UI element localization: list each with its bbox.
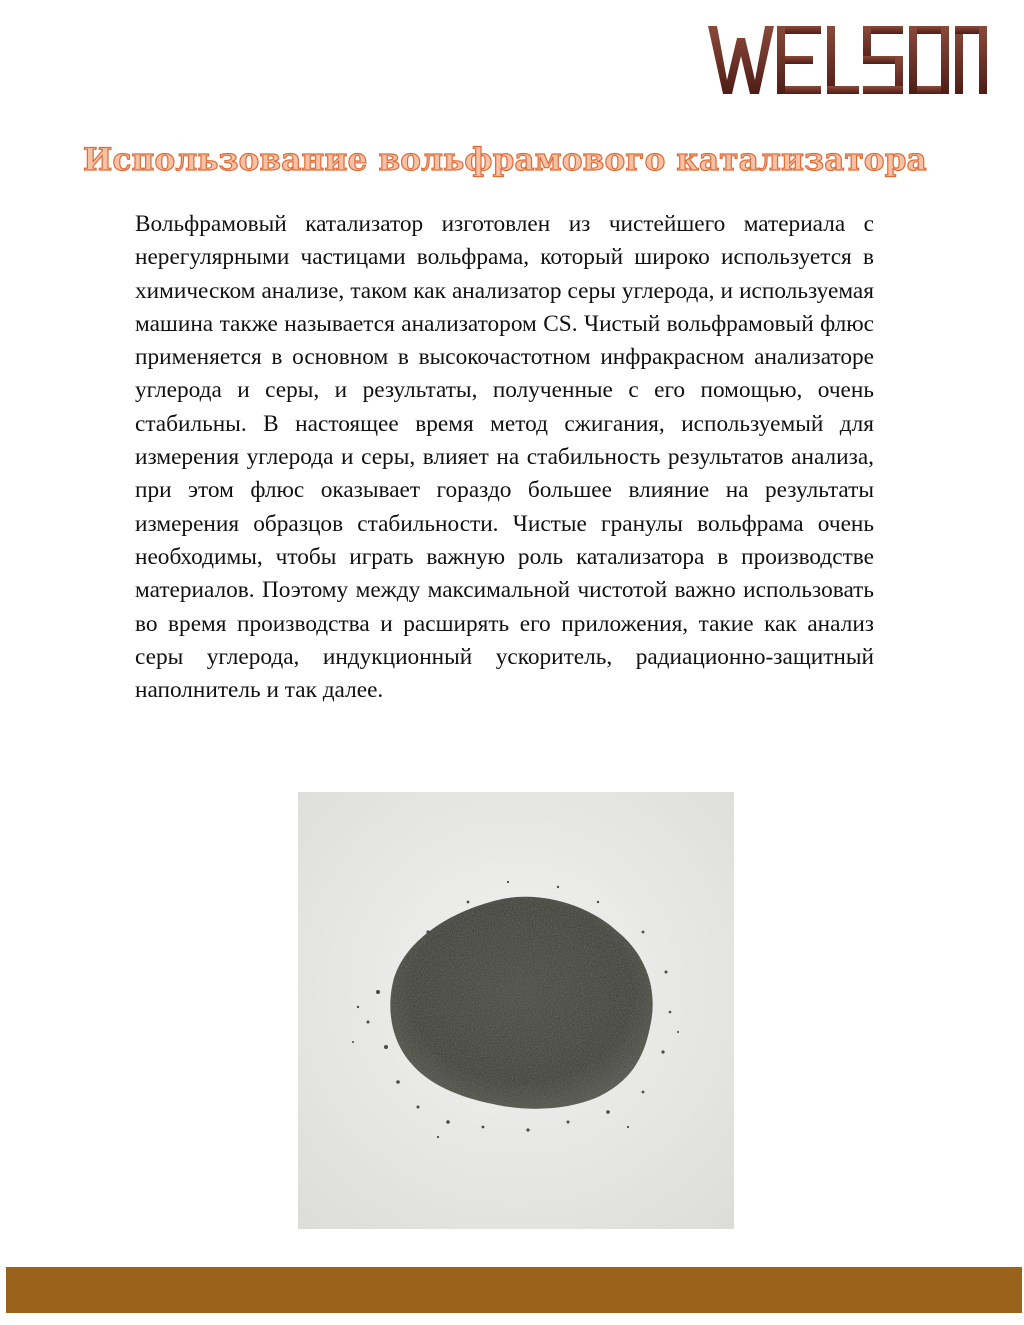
body-paragraph: Вольфрамовый катализатор изготовлен из чистейшего материала с нерегулярными частицами вольфрама, который широко используется в химическом анализе, таком как анализатор серы углерода, и используемая машина также называется анализатором CS. Чистый вольфрамовый флюс применяется в основном в высокочастотном инфракрасном анализаторе углерода и серы, и результаты, полученные с его помощью, очень стабильны. В настоящее время метод сжигания, используемый для измерения углерода и серы, влияет на стабильность результатов анализа, при этом флюс оказывает гораздо большее влияние на результаты измерения образцов стабильности. Чистые гранулы вольфрама очень необходимы, чтобы играть важную роль катализатора в производстве материалов. Поэтому между максимальной чистотой важно использовать во время производства и расширять его приложения, такие как анализ серы углерода, индукционный ускоритель, радиационно-защитный наполнитель и так далее.: [135, 211, 874, 704]
footer-bar: [6, 1267, 1022, 1313]
welson-logo: [705, 18, 990, 100]
page-title: Использование вольфрамового катализатора: [83, 142, 927, 178]
tungsten-granules-photo: [298, 792, 734, 1229]
welson-logo-mark: [705, 18, 990, 100]
